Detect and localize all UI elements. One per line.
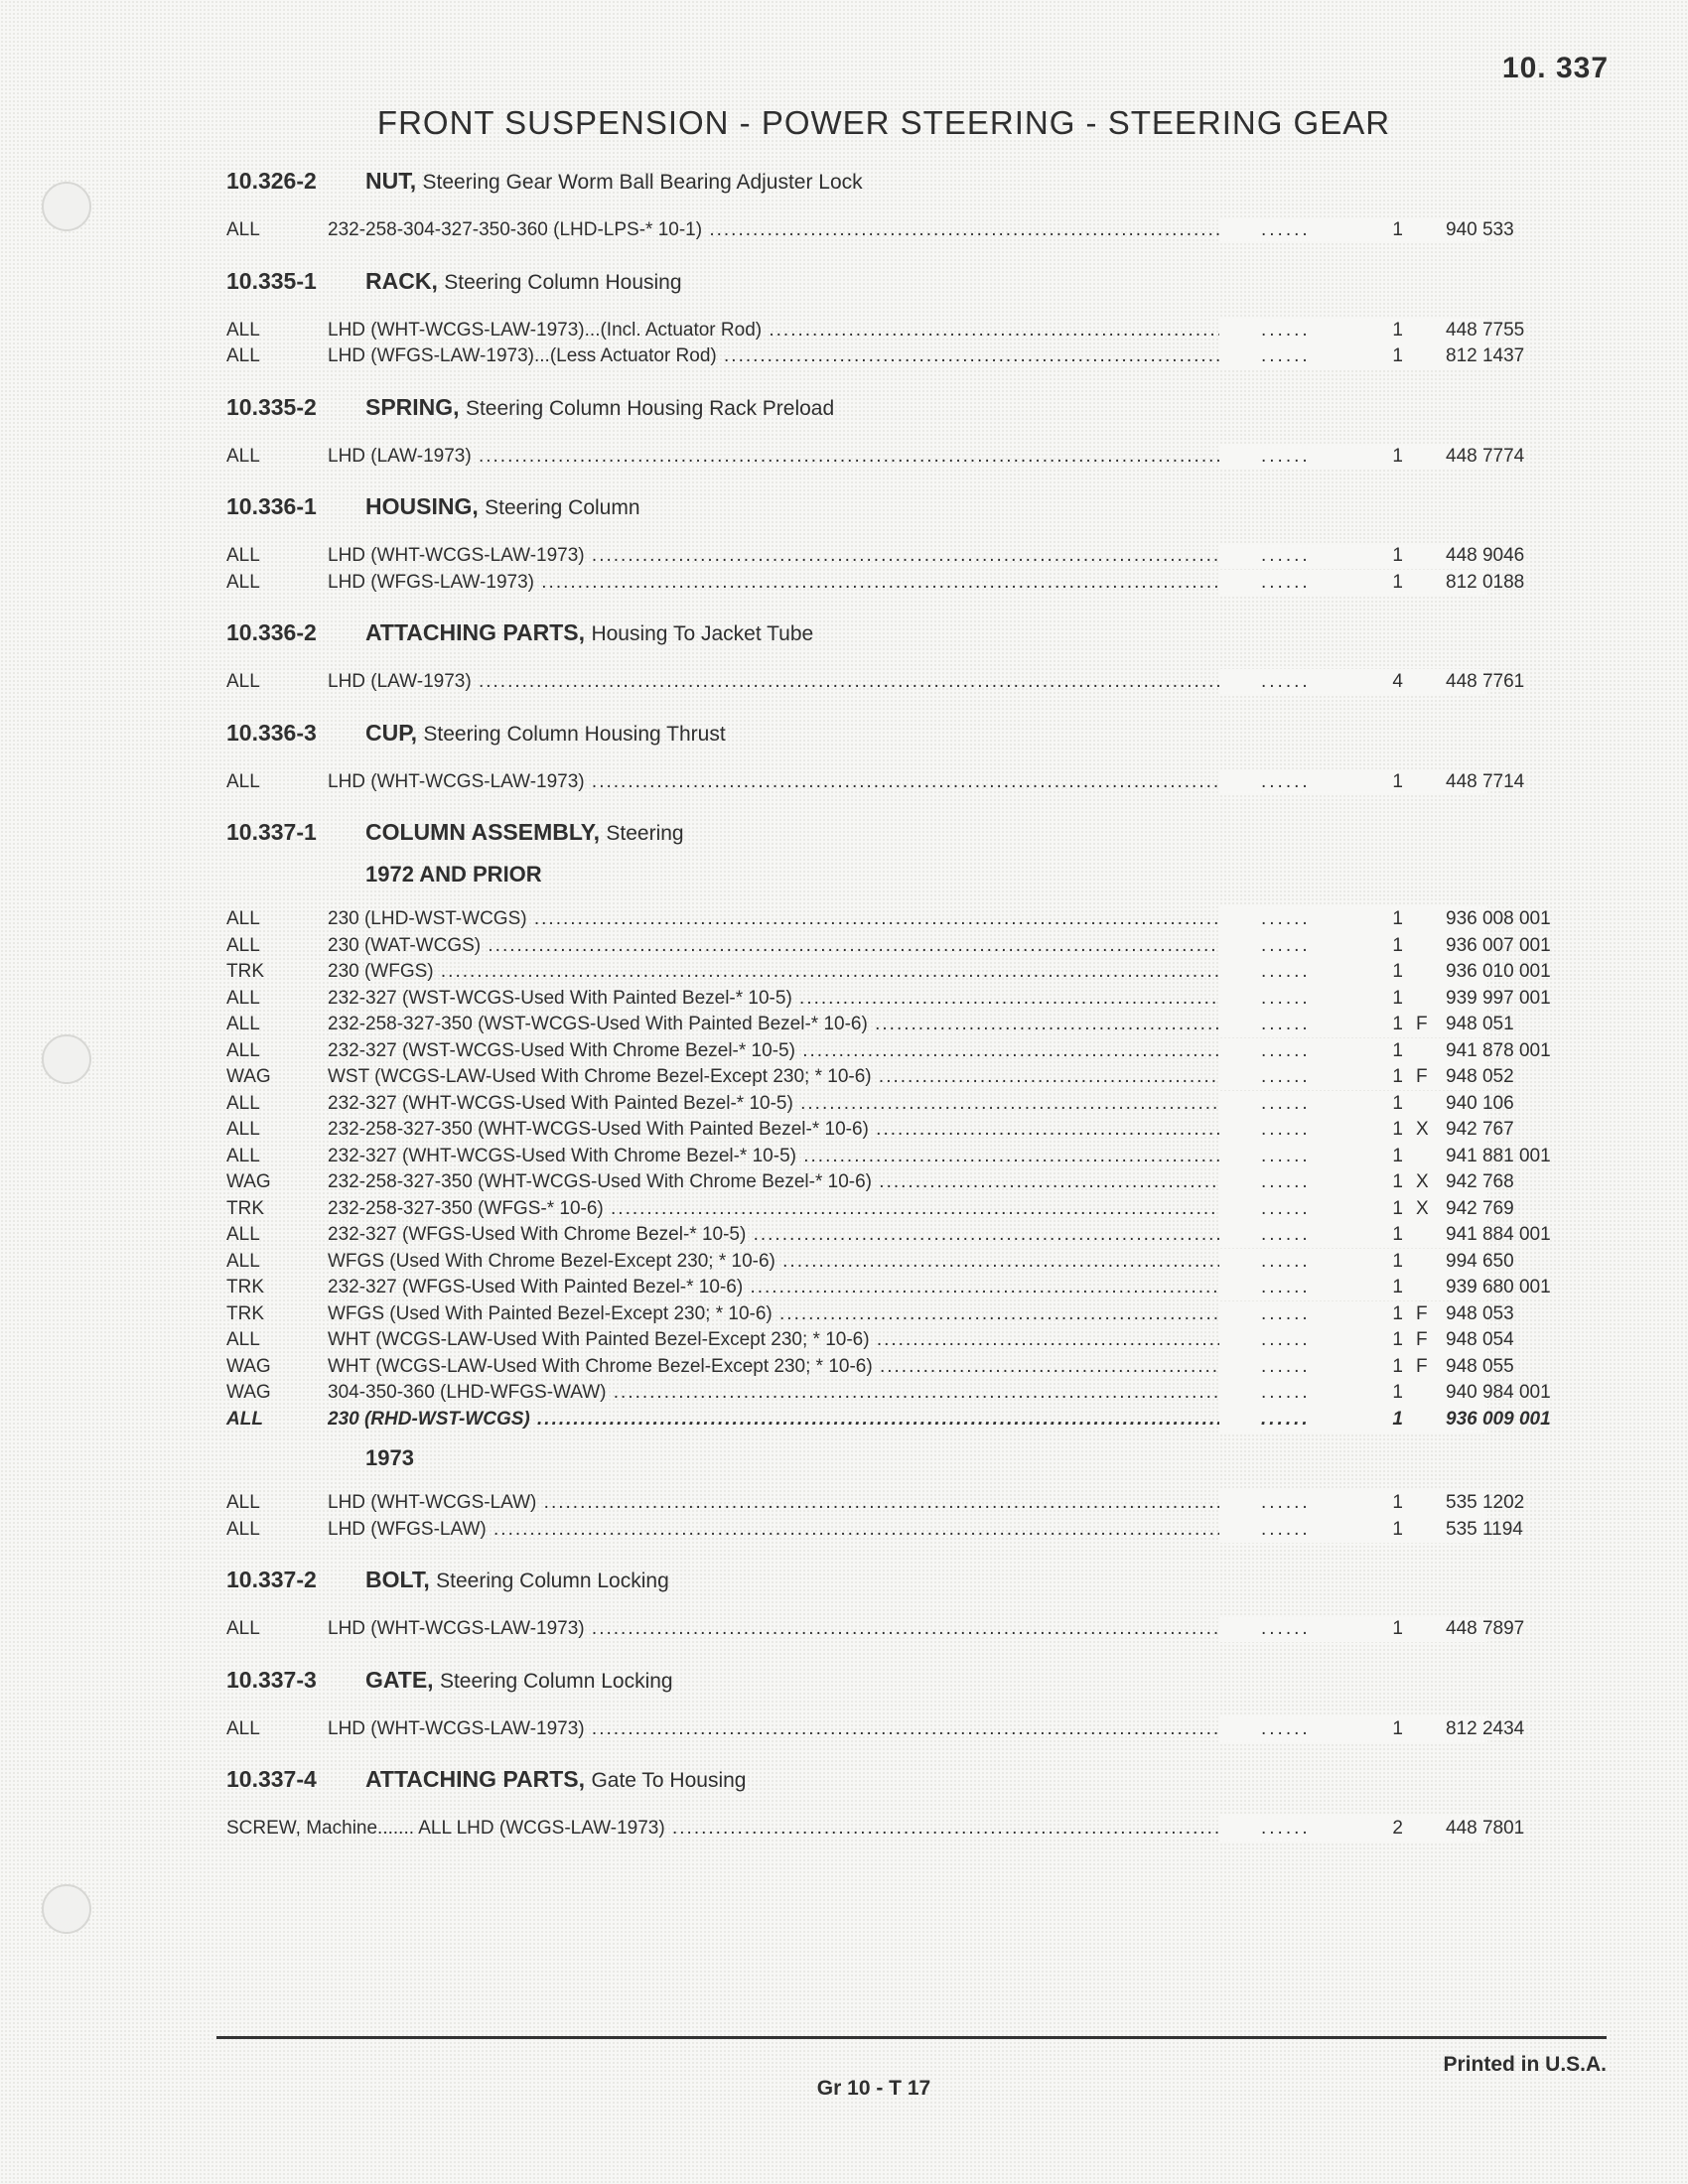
quantity: 1	[1392, 1039, 1403, 1061]
year-group-label: 1972 AND PRIOR	[365, 862, 542, 887]
part-row	[226, 1380, 1617, 1407]
application-description: 232-258-304-327-350-360 (LHD-LPS-* 10-1) .....	[328, 217, 1440, 244]
leader-dots: ......	[1261, 1066, 1311, 1087]
model-code: ALL	[226, 219, 260, 240]
part-number: 939 680 001	[1446, 1277, 1551, 1297]
quantity: 1	[1392, 1355, 1403, 1377]
quantity: 1	[1392, 908, 1403, 929]
section-header	[226, 716, 1617, 750]
quantity: 1	[1392, 445, 1403, 467]
application-description: WHT (WCGS-LAW-Used With Chrome Bezel-Except 230; * 10-6) .....	[328, 1354, 1440, 1381]
quantity: 1	[1392, 1618, 1403, 1639]
part-number: 994 650	[1446, 1250, 1514, 1272]
change-flag: F	[1416, 1302, 1428, 1324]
section-code: 10.326-2	[226, 168, 317, 194]
parts-rows	[226, 906, 1617, 1433]
part-number: 942 769	[1446, 1197, 1514, 1219]
section-title: ATTACHING PARTS,	[365, 1766, 586, 1792]
page-title: FRONT SUSPENSION - POWER STEERING - STEERING GEAR	[376, 104, 1391, 141]
leader-dots: ......	[1261, 445, 1311, 467]
part-row	[226, 1144, 1617, 1170]
parts-section	[226, 615, 1617, 696]
section-description: Housing To Jacket Tube	[591, 622, 814, 645]
part-number: 940 984 001	[1446, 1382, 1551, 1403]
part-row	[226, 1407, 1617, 1433]
quantity: 1	[1392, 961, 1403, 982]
binder-hole-top	[42, 182, 91, 231]
quantity: 1	[1392, 219, 1403, 240]
leader-dots: ......	[1261, 219, 1311, 240]
change-flag: F	[1416, 1066, 1428, 1087]
quantity: 1	[1392, 987, 1403, 1009]
part-number: 812 2434	[1446, 1717, 1525, 1739]
change-flag: X	[1416, 1119, 1429, 1140]
model-code: ALL	[226, 1618, 260, 1639]
footer-divider	[216, 2036, 1607, 2039]
application-description: 230 (LHD-WST-WCGS) .....	[328, 906, 1440, 933]
part-row	[226, 906, 1617, 933]
page-number: 10. 337	[1501, 52, 1609, 84]
section-title: NUT,	[365, 168, 417, 194]
part-row	[226, 1275, 1617, 1301]
parts-section	[226, 1663, 1617, 1743]
model-code: ALL	[226, 1329, 260, 1350]
part-number: 448 7761	[1446, 671, 1525, 692]
part-number: 448 7714	[1446, 770, 1525, 792]
part-row	[226, 318, 1617, 344]
parts-section	[226, 390, 1617, 471]
section-title: COLUMN ASSEMBLY,	[365, 819, 600, 845]
application-description: 232-327 (WHT-WCGS-Used With Painted Bezel-* 10-5) .....	[328, 1091, 1440, 1118]
section-code: 10.337-2	[226, 1567, 317, 1592]
parts-rows	[226, 444, 1617, 471]
parts-section	[226, 1762, 1617, 1843]
quantity: 1	[1392, 1119, 1403, 1140]
section-code: 10.337-3	[226, 1666, 317, 1693]
leader-dots: ......	[1261, 987, 1311, 1009]
application-description: LHD (WHT-WCGS-LAW-1973) .....	[328, 769, 1440, 796]
quantity: 1	[1392, 1408, 1403, 1430]
quantity: 1	[1392, 319, 1403, 341]
parts-rows	[226, 1490, 1617, 1543]
quantity: 1	[1392, 1145, 1403, 1166]
part-row	[226, 217, 1617, 244]
part-number: 948 055	[1446, 1355, 1514, 1377]
part-row	[226, 1091, 1617, 1118]
change-flag: F	[1416, 1014, 1428, 1034]
part-row	[226, 933, 1617, 960]
part-row	[226, 1196, 1617, 1223]
part-row	[226, 1249, 1617, 1276]
model-code: ALL	[226, 1408, 263, 1430]
leader-dots: ......	[1261, 571, 1311, 593]
part-number: 948 052	[1446, 1066, 1514, 1087]
section-code: 10.337-4	[226, 1766, 317, 1792]
parts-list	[226, 164, 1617, 1862]
application-description: WST (WCGS-LAW-Used With Chrome Bezel-Except 230; * 10-6) .....	[328, 1064, 1440, 1091]
leader-dots: ......	[1261, 1039, 1311, 1061]
section-description: Steering Column	[485, 496, 640, 519]
parts-rows	[226, 769, 1617, 796]
part-row	[226, 1301, 1617, 1328]
part-number: 448 9046	[1446, 545, 1525, 566]
part-number: 942 768	[1446, 1171, 1514, 1192]
parts-rows	[226, 669, 1617, 696]
leader-dots: ......	[1261, 1818, 1311, 1839]
section-header	[226, 264, 1617, 298]
model-code: WAG	[226, 1355, 271, 1377]
application-description: WFGS (Used With Painted Bezel-Except 230; * 10-6) .....	[328, 1301, 1440, 1328]
application-description: LHD (WFGS-LAW-1973)...(Less Actuator Rod) .....	[328, 343, 1440, 370]
part-row	[226, 543, 1617, 570]
parts-rows	[226, 1716, 1617, 1743]
model-code: ALL	[226, 671, 260, 692]
part-number: 941 884 001	[1446, 1224, 1551, 1245]
application-description: 232-327 (WST-WCGS-Used With Painted Bezel-* 10-5) .....	[328, 986, 1440, 1013]
change-flag: X	[1416, 1171, 1429, 1192]
section-code: 10.336-2	[226, 619, 317, 645]
leader-dots: ......	[1261, 1197, 1311, 1219]
section-header	[226, 1762, 1617, 1796]
leader-dots: ......	[1261, 1092, 1311, 1114]
part-row	[226, 1716, 1617, 1743]
leader-dots: ......	[1261, 770, 1311, 792]
application-description: 232-258-327-350 (WST-WCGS-Used With Painted Bezel-* 10-6) .....	[328, 1012, 1440, 1038]
application-description: 232-327 (WFGS-Used With Chrome Bezel-* 10-5) .....	[328, 1222, 1440, 1249]
section-code: 10.335-2	[226, 393, 317, 420]
section-header	[226, 815, 1617, 849]
section-title: CUP,	[365, 719, 417, 746]
quantity: 1	[1392, 1092, 1403, 1114]
parts-rows	[226, 217, 1617, 244]
part-number: 936 009 001	[1446, 1408, 1551, 1430]
leader-dots: ......	[1261, 1618, 1311, 1639]
model-code: ALL	[226, 1224, 260, 1245]
section-header	[226, 390, 1617, 424]
model-code: ALL	[226, 908, 260, 929]
leader-dots: ......	[1261, 961, 1311, 982]
leader-dots: ......	[1261, 1492, 1311, 1513]
section-code: 10.335-1	[226, 267, 317, 294]
part-number: 948 053	[1446, 1302, 1514, 1324]
parts-rows	[226, 318, 1617, 370]
application-description: 232-327 (WHT-WCGS-Used With Chrome Bezel-* 10-5) .....	[328, 1144, 1440, 1170]
model-code: ALL	[226, 1492, 260, 1513]
section-description: Steering Column Housing	[444, 270, 682, 294]
quantity: 2	[1392, 1818, 1403, 1839]
model-code: ALL	[226, 1092, 260, 1114]
quantity: 1	[1392, 1717, 1403, 1739]
quantity: 1	[1392, 1224, 1403, 1245]
model-code: ALL	[226, 345, 260, 366]
quantity: 1	[1392, 1197, 1403, 1219]
footer-group-code: Gr 10 - T 17	[816, 2077, 931, 2100]
part-number: 812 0188	[1446, 571, 1525, 593]
application-description: 304-350-360 (LHD-WFGS-WAW) .....	[328, 1380, 1440, 1407]
application-description: WHT (WCGS-LAW-Used With Painted Bezel-Except 230; * 10-6) .....	[328, 1327, 1440, 1354]
leader-dots: ......	[1261, 1277, 1311, 1297]
section-title: GATE,	[365, 1666, 434, 1693]
section-header	[226, 489, 1617, 523]
quantity: 1	[1392, 1277, 1403, 1297]
quantity: 4	[1392, 671, 1403, 692]
part-number: 535 1194	[1446, 1518, 1523, 1540]
part-number: 941 878 001	[1446, 1039, 1551, 1061]
part-number: 936 007 001	[1446, 934, 1551, 956]
part-number: 448 7774	[1446, 445, 1525, 467]
model-code: ALL	[226, 770, 260, 792]
part-number: 940 533	[1446, 219, 1514, 240]
part-number: 448 7801	[1446, 1818, 1525, 1839]
application-description: LHD (LAW-1973) .....	[328, 669, 1440, 696]
section-description: Gate To Housing	[591, 1769, 747, 1792]
leader-dots: ......	[1261, 1518, 1311, 1540]
parts-rows	[226, 1616, 1617, 1643]
model-code: ALL	[226, 1717, 260, 1739]
model-code: ALL	[226, 1119, 260, 1140]
leader-dots: ......	[1261, 1408, 1311, 1430]
application-description: LHD (WFGS-LAW) .....	[328, 1517, 1440, 1544]
quantity: 1	[1392, 345, 1403, 366]
model-code: TRK	[226, 961, 264, 982]
change-flag: F	[1416, 1355, 1428, 1377]
part-row	[226, 444, 1617, 471]
application-description: 232-258-327-350 (WHT-WCGS-Used With Painted Bezel-* 10-6) .....	[328, 1117, 1440, 1144]
part-number: 939 997 001	[1446, 987, 1551, 1009]
section-description: Steering Column Housing Thrust	[423, 722, 726, 746]
section-title: SPRING,	[365, 393, 460, 420]
quantity: 1	[1392, 934, 1403, 956]
section-description: Steering Column Locking	[436, 1570, 669, 1592]
quantity: 1	[1392, 770, 1403, 792]
section-title: RACK,	[365, 267, 438, 294]
model-code: ALL	[226, 445, 260, 467]
section-header	[226, 1663, 1617, 1697]
quantity: 1	[1392, 1302, 1403, 1324]
quantity: 1	[1392, 571, 1403, 593]
section-code: 10.337-1	[226, 819, 317, 845]
leader-dots: ......	[1261, 1171, 1311, 1192]
application-description: LHD (WHT-WCGS-LAW-1973) .....	[328, 543, 1440, 570]
quantity: 1	[1392, 1066, 1403, 1087]
part-number: 535 1202	[1446, 1492, 1525, 1513]
model-code: WAG	[226, 1171, 271, 1192]
part-row	[226, 959, 1617, 986]
model-code: ALL	[226, 1039, 260, 1061]
quantity: 1	[1392, 1014, 1403, 1034]
model-code: TRK	[226, 1197, 264, 1219]
application-description: LHD (WHT-WCGS-LAW-1973) .....	[328, 1616, 1440, 1643]
part-number: 942 767	[1446, 1119, 1514, 1140]
part-row	[226, 769, 1617, 796]
change-flag: X	[1416, 1197, 1429, 1219]
parts-section	[226, 716, 1617, 796]
application-description: 232-327 (WST-WCGS-Used With Chrome Bezel-* 10-5) .....	[328, 1038, 1440, 1065]
part-row	[226, 1064, 1617, 1091]
model-code: ALL	[226, 1250, 260, 1272]
leader-dots: ......	[1261, 1355, 1311, 1377]
application-description: 232-258-327-350 (WHT-WCGS-Used With Chrome Bezel-* 10-6) .....	[328, 1169, 1440, 1196]
part-number: 948 054	[1446, 1329, 1514, 1350]
section-title: BOLT,	[365, 1567, 430, 1592]
section-description: Steering Column Locking	[439, 1669, 673, 1693]
leader-dots: ......	[1261, 1119, 1311, 1140]
section-header	[226, 164, 1617, 198]
section-title: HOUSING,	[365, 493, 479, 519]
model-code: TRK	[226, 1277, 264, 1297]
quantity: 1	[1392, 1518, 1403, 1540]
leader-dots: ......	[1261, 1145, 1311, 1166]
part-number: 448 7755	[1446, 319, 1525, 341]
part-row	[226, 1169, 1617, 1196]
part-row	[226, 1327, 1617, 1354]
parts-section	[226, 164, 1617, 244]
quantity: 1	[1392, 1382, 1403, 1403]
part-row	[226, 1816, 1617, 1843]
section-code: 10.336-3	[226, 719, 317, 746]
year-group-label: 1973	[365, 1445, 414, 1470]
quantity: 1	[1392, 1492, 1403, 1513]
application-description: 232-327 (WFGS-Used With Painted Bezel-* 10-6) .....	[328, 1275, 1440, 1301]
leader-dots: ......	[1261, 1302, 1311, 1324]
application-description: LHD (WHT-WCGS-LAW-1973)...(Incl. Actuator Rod) .....	[328, 318, 1440, 344]
model-code: ALL	[226, 934, 260, 956]
binder-hole-middle	[42, 1034, 91, 1084]
part-row	[226, 1038, 1617, 1065]
leader-dots: ......	[1261, 1224, 1311, 1245]
model-code: ALL	[226, 571, 260, 593]
leader-dots: ......	[1261, 1717, 1311, 1739]
printed-in-label: Printed in U.S.A.	[1443, 2053, 1607, 2076]
part-number: 936 010 001	[1446, 961, 1551, 982]
part-number: 812 1437	[1446, 345, 1525, 366]
leader-dots: ......	[1261, 671, 1311, 692]
application-description: 232-258-327-350 (WFGS-* 10-6) .....	[328, 1196, 1440, 1223]
application-description: 230 (WAT-WCGS) .....	[328, 933, 1440, 960]
parts-section	[226, 489, 1617, 596]
model-code: ALL	[226, 1518, 260, 1540]
model-code: ALL	[226, 545, 260, 566]
application-description: SCREW, Machine....... ALL LHD (WCGS-LAW-1973) .....	[226, 1816, 1338, 1843]
leader-dots: ......	[1261, 345, 1311, 366]
quantity: 1	[1392, 1171, 1403, 1192]
parts-rows	[226, 543, 1617, 596]
section-title: ATTACHING PARTS,	[365, 619, 586, 645]
application-description: LHD (WFGS-LAW-1973) .....	[328, 570, 1440, 597]
part-row	[226, 1222, 1617, 1249]
leader-dots: ......	[1261, 908, 1311, 929]
model-code: WAG	[226, 1382, 271, 1403]
model-code: ALL	[226, 987, 260, 1009]
leader-dots: ......	[1261, 1329, 1311, 1350]
section-code: 10.336-1	[226, 493, 317, 519]
quantity: 1	[1392, 1250, 1403, 1272]
application-description: LHD (WHT-WCGS-LAW-1973) .....	[328, 1716, 1440, 1743]
parts-section	[226, 1563, 1617, 1643]
application-description: LHD (WHT-WCGS-LAW) .....	[328, 1490, 1440, 1517]
part-row	[226, 1354, 1617, 1381]
section-header	[226, 615, 1617, 649]
leader-dots: ......	[1261, 1014, 1311, 1034]
leader-dots: ......	[1261, 1250, 1311, 1272]
model-code: ALL	[226, 1014, 260, 1034]
application-description: 230 (WFGS) .....	[328, 959, 1440, 986]
part-row	[226, 1490, 1617, 1517]
part-row	[226, 669, 1617, 696]
part-number: 448 7897	[1446, 1618, 1525, 1639]
leader-dots: ......	[1261, 934, 1311, 956]
part-row	[226, 986, 1617, 1013]
section-header	[226, 1563, 1617, 1596]
leader-dots: ......	[1261, 319, 1311, 341]
part-row	[226, 1012, 1617, 1038]
part-number: 936 008 001	[1446, 908, 1551, 929]
section-description: Steering Gear Worm Ball Bearing Adjuster Lock	[422, 171, 863, 194]
part-row	[226, 570, 1617, 597]
application-description: WFGS (Used With Chrome Bezel-Except 230; * 10-6) .....	[328, 1249, 1440, 1276]
binder-hole-bottom	[42, 1884, 91, 1934]
section-description: Steering Column Housing Rack Preload	[465, 396, 835, 420]
leader-dots: ......	[1261, 1382, 1311, 1403]
part-row	[226, 343, 1617, 370]
part-row	[226, 1616, 1617, 1643]
part-number: 940 106	[1446, 1092, 1514, 1114]
parts-section	[226, 815, 1617, 1543]
part-row	[226, 1517, 1617, 1544]
model-code: ALL	[226, 1145, 260, 1166]
quantity: 1	[1392, 545, 1403, 566]
parts-section	[226, 264, 1617, 370]
application-description: LHD (LAW-1973) .....	[328, 444, 1440, 471]
model-code: WAG	[226, 1066, 271, 1087]
part-number: 941 881 001	[1446, 1145, 1551, 1166]
application-description: 230 (RHD-WST-WCGS) .....	[328, 1407, 1440, 1433]
section-description: Steering	[606, 822, 684, 845]
leader-dots: ......	[1261, 545, 1311, 566]
model-code: TRK	[226, 1302, 264, 1324]
model-code: ALL	[226, 319, 260, 341]
quantity: 1	[1392, 1329, 1403, 1350]
part-number: 948 051	[1446, 1014, 1514, 1034]
parts-rows	[226, 1816, 1617, 1843]
change-flag: F	[1416, 1329, 1428, 1350]
part-row	[226, 1117, 1617, 1144]
